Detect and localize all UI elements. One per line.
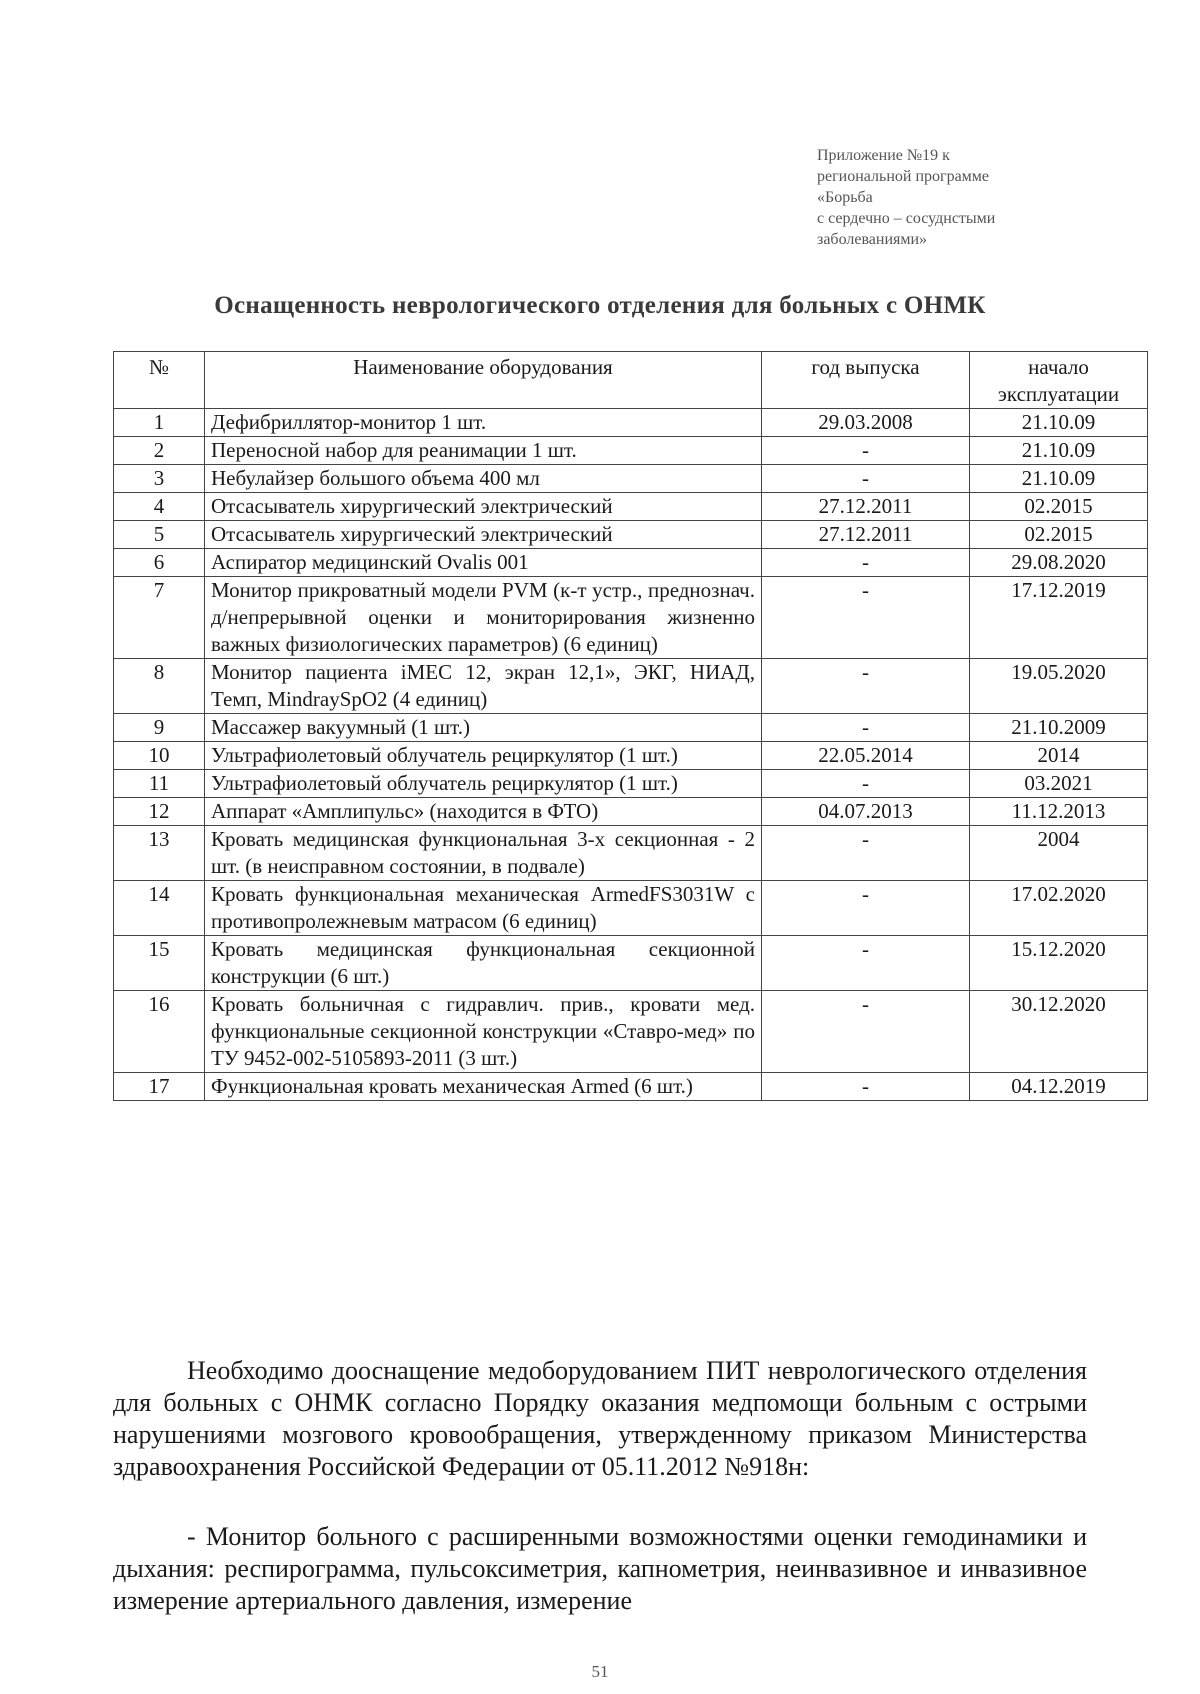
page-number: 51	[591, 1662, 609, 1681]
row-year: -	[762, 826, 970, 881]
row-name: Кровать медицинская функциональная секционной конструкции (6 шт.)	[205, 936, 762, 991]
row-start: 02.2015	[970, 493, 1148, 521]
row-start: 21.10.2009	[970, 714, 1148, 742]
table-row	[114, 936, 1148, 991]
row-year: -	[762, 465, 970, 493]
row-num: 12	[114, 798, 205, 826]
row-name: Аспиратор медицинский Ovalis 001	[205, 549, 762, 577]
row-name: Дефибриллятор-монитор 1 шт.	[205, 409, 762, 437]
row-name: Переносной набор для реанимации 1 шт.	[205, 437, 762, 465]
header-name: Наименование оборудования	[205, 352, 762, 409]
table-row	[114, 521, 1148, 549]
row-num: 2	[114, 437, 205, 465]
document-title: Оснащенность неврологического отделения для больных с ОНМК	[214, 292, 986, 319]
header-num: №	[114, 352, 205, 409]
table-row	[114, 659, 1148, 714]
row-start: 29.08.2020	[970, 549, 1148, 577]
table-row	[114, 826, 1148, 881]
row-num: 6	[114, 549, 205, 577]
row-num: 9	[114, 714, 205, 742]
table-row	[114, 437, 1148, 465]
row-num: 14	[114, 881, 205, 936]
table-row	[114, 577, 1148, 659]
header-start: начало эксплуатации	[970, 352, 1148, 409]
annex-line: Приложение №19 к	[817, 147, 950, 164]
table-header-row	[114, 352, 1148, 409]
row-start: 2004	[970, 826, 1148, 881]
row-num: 1	[114, 409, 205, 437]
row-year: -	[762, 770, 970, 798]
row-num: 16	[114, 991, 205, 1073]
row-start: 02.2015	[970, 521, 1148, 549]
row-start: 04.12.2019	[970, 1073, 1148, 1101]
annex-line: с сердечно – сосуднстыми	[817, 210, 996, 227]
row-start: 30.12.2020	[970, 991, 1148, 1073]
row-start: 19.05.2020	[970, 659, 1148, 714]
row-name: Кровать больничная с гидравлич. прив., кровати мед. функциональные секционной конструкции «Ставро-мед» по ТУ 9452-002-5105893-2011 (3 шт.)	[205, 991, 762, 1073]
row-start: 15.12.2020	[970, 936, 1148, 991]
row-name: Аппарат «Амплипульс» (находится в ФТО)	[205, 798, 762, 826]
row-year: 22.05.2014	[762, 742, 970, 770]
row-year: 29.03.2008	[762, 409, 970, 437]
row-year: -	[762, 659, 970, 714]
row-year: -	[762, 549, 970, 577]
row-start: 21.10.09	[970, 409, 1148, 437]
table-row	[114, 493, 1148, 521]
row-year: -	[762, 714, 970, 742]
table-row	[114, 798, 1148, 826]
row-name: Отсасыватель хирургический электрический	[205, 521, 762, 549]
row-start: 21.10.09	[970, 437, 1148, 465]
table-row	[114, 770, 1148, 798]
row-name: Монитор пациента iMEC 12, экран 12,1», ЭКГ, НИАД, Темп, MindraySpO2 (4 единиц)	[205, 659, 762, 714]
row-start: 2014	[970, 742, 1148, 770]
row-start: 03.2021	[970, 770, 1148, 798]
row-name: Функциональная кровать механическая Armed (6 шт.)	[205, 1073, 762, 1101]
row-start: 21.10.09	[970, 465, 1148, 493]
row-num: 15	[114, 936, 205, 991]
row-name: Небулайзер большого объема 400 мл	[205, 465, 762, 493]
table-row	[114, 714, 1148, 742]
row-num: 3	[114, 465, 205, 493]
row-name: Ультрафиолетовый облучатель рециркулятор (1 шт.)	[205, 742, 762, 770]
row-year: -	[762, 881, 970, 936]
table-row	[114, 1073, 1148, 1101]
row-num: 11	[114, 770, 205, 798]
table-row	[114, 742, 1148, 770]
row-year: -	[762, 1073, 970, 1101]
row-num: 13	[114, 826, 205, 881]
row-year: -	[762, 936, 970, 991]
table-row	[114, 549, 1148, 577]
row-year: -	[762, 991, 970, 1073]
body-paragraph: Необходимо дооснащение медоборудованием ПИТ неврологического отделения для больных с ОНМК согласно Порядку оказания медпомощи больным с острыми нарушениями мозгового кровообращения, утвержденному приказом Министерства здравоохранения Российской Федерации от 05.11.2012 №918н:	[113, 1356, 1087, 1481]
row-start: 17.02.2020	[970, 881, 1148, 936]
row-start: 17.12.2019	[970, 577, 1148, 659]
row-num: 4	[114, 493, 205, 521]
row-num: 10	[114, 742, 205, 770]
row-year: 27.12.2011	[762, 493, 970, 521]
row-start: 11.12.2013	[970, 798, 1148, 826]
row-year: 27.12.2011	[762, 521, 970, 549]
table-row	[114, 409, 1148, 437]
annex-line: заболеваниями»	[817, 231, 928, 248]
table-row	[114, 465, 1148, 493]
row-name: Массажер вакуумный (1 шт.)	[205, 714, 762, 742]
row-num: 5	[114, 521, 205, 549]
header-year: год выпуска	[762, 352, 970, 409]
annex-line: региональной программе	[817, 168, 990, 185]
row-num: 17	[114, 1073, 205, 1101]
annex-line: «Борьба	[817, 189, 873, 206]
row-name: Отсасыватель хирургический электрический	[205, 493, 762, 521]
row-name: Кровать функциональная механическая ArmedFS3031W с противопролежневым матрасом (6 единиц)	[205, 881, 762, 936]
row-num: 7	[114, 577, 205, 659]
row-name: Ультрафиолетовый облучатель рециркулятор (1 шт.)	[205, 770, 762, 798]
table-row	[114, 991, 1148, 1073]
body-paragraph-list-item: - Монитор больного с расширенными возможностями оценки гемодинамики и дыхания: респирограмма, пульсоксиметрия, капнометрия, неинвазивное и инвазивное измерение артериального давления, измерение	[113, 1522, 1087, 1615]
table-row	[114, 881, 1148, 936]
row-year: 04.07.2013	[762, 798, 970, 826]
row-name: Монитор прикроватный модели PVM (к-т устр., преднознач. д/непрерывной оценки и мониторирования жизненно важных физиологических параметров) (6 единиц)	[205, 577, 762, 659]
row-year: -	[762, 577, 970, 659]
row-num: 8	[114, 659, 205, 714]
equipment-table	[113, 351, 1148, 1101]
row-name: Кровать медицинская функциональная 3-х секционная - 2 шт. (в неисправном состоянии, в подвале)	[205, 826, 762, 881]
row-year: -	[762, 437, 970, 465]
annex-note	[817, 145, 1147, 250]
